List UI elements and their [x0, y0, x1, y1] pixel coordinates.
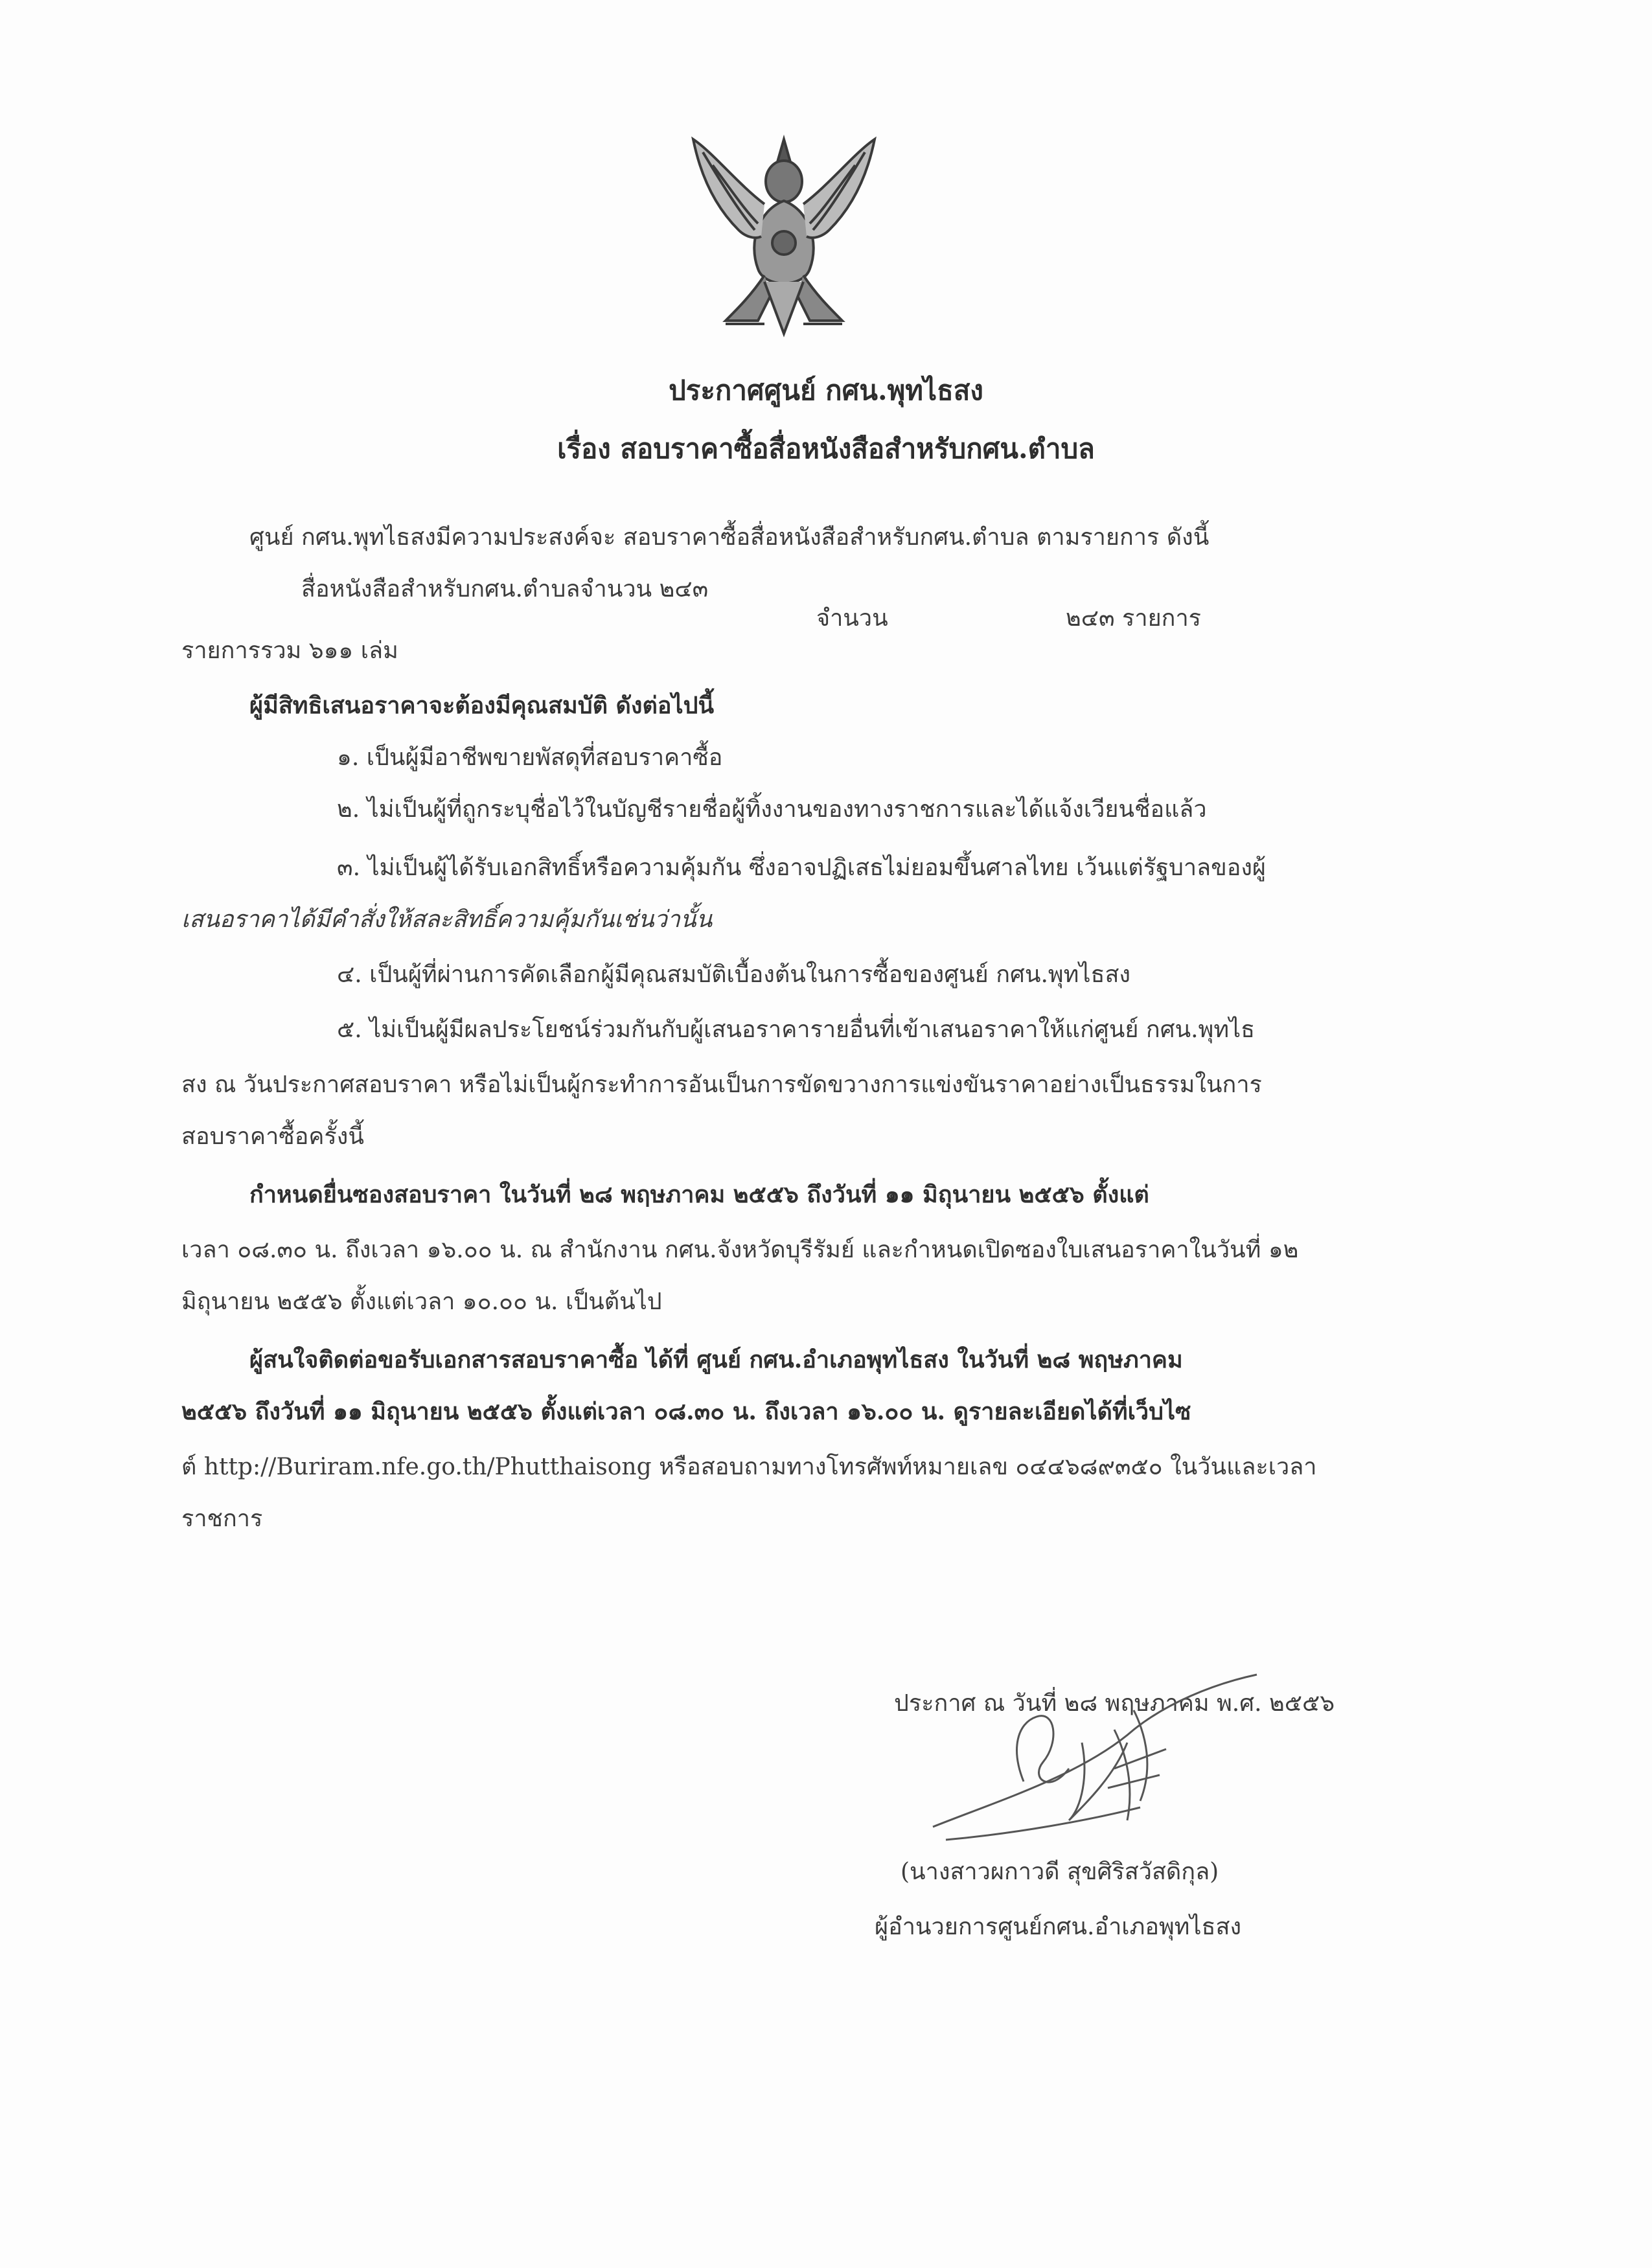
intro-paragraph: ศูนย์ กศน.พุทไธสงมีความประสงค์จะ สอบราคาซื้อสื่อหนังสือสำหรับกศน.ตำบล ตามรายการ ดังนี้: [249, 524, 1210, 551]
garuda-emblem-icon: [687, 126, 881, 347]
contact-line-1: ผู้สนใจติดต่อขอรับเอกสารสอบราคาซื้อ ได้ที่ ศูนย์ กศน.อำเภอพุทไธสง ในวันที่ ๒๘ พฤษภาคม: [249, 1346, 1183, 1373]
contact-line-2: ๒๕๕๖ ถึงวันที่ ๑๑ มิถุนายน ๒๕๕๖ ตั้งแต่เวลา ๐๘.๓๐ น. ถึงเวลา ๑๖.๐๐ น. ดูรายละเอียดได้ที่เว็บไซ: [181, 1398, 1191, 1425]
qualification-1: ๑. เป็นผู้มีอาชีพขายพัสดุที่สอบราคาซื้อ: [337, 744, 723, 771]
document-title: ประกาศศูนย์ กศน.พุทไธสง: [669, 374, 983, 406]
qualification-3-line-1: ๓. ไม่เป็นผู้ได้รับเอกสิทธิ์หรือความคุ้มกัน ซึ่งอาจปฏิเสธไม่ยอมขึ้นศาลไทย เว้นแต่รัฐบาลของผู้: [337, 854, 1267, 881]
qualification-5-line-1: ๕. ไม่เป็นผู้มีผลประโยชน์ร่วมกันกับผู้เสนอราคารายอื่นที่เข้าเสนอราคาให้แก่ศูนย์ กศน.พุทไธ: [337, 1016, 1256, 1043]
signatory-position: ผู้อำนวยการศูนย์กศน.อำเภอพุทไธสง: [875, 1914, 1242, 1940]
quantity-label: จำนวน: [816, 605, 888, 632]
handwritten-signature-icon: [920, 1671, 1283, 1859]
total-line: รายการรวม ๖๑๑ เล่ม: [181, 637, 398, 664]
document-subject: เรื่อง สอบราคาซื้อสื่อหนังสือสำหรับกศน.ตำบล: [557, 433, 1095, 464]
qualification-2: ๒. ไม่เป็นผู้ที่ถูกระบุชื่อไว้ในบัญชีรายชื่อผู้ทิ้งงานของทางราชการและได้แจ้งเวียนชื่อแล้ว: [337, 796, 1207, 823]
deadline-line-3: มิถุนายน ๒๕๕๖ ตั้งแต่เวลา ๑๐.๐๐ น. เป็นต้นไป: [181, 1289, 662, 1315]
qualification-4: ๔. เป็นผู้ที่ผ่านการคัดเลือกผู้มีคุณสมบัติเบื้องต้นในการซื้อของศูนย์ กศน.พุทไธสง: [337, 961, 1131, 988]
deadline-line-1: กำหนดยื่นซองสอบราคา ในวันที่ ๒๘ พฤษภาคม ๒๕๕๖ ถึงวันที่ ๑๑ มิถุนายน ๒๕๕๖ ตั้งแต่: [249, 1181, 1149, 1208]
signatory-name: (นางสาวผกาวดี สุขศิริสวัสดิกุล): [901, 1859, 1219, 1885]
quantity-value: ๒๔๓ รายการ: [1066, 605, 1202, 632]
contact-line-3: ต์ http://Buriram.nfe.go.th/Phutthaisong หรือสอบถามทางโทรศัพท์หมายเลข ๐๔๔๖๘๙๓๕๐ ในวันและเวลา: [181, 1454, 1317, 1480]
qualification-3-line-2: เสนอราคาได้มีคำสั่งให้สละสิทธิ์ความคุ้มกันเช่นว่านั้น: [181, 906, 713, 933]
announce-date: ประกาศ ณ วันที่ ๒๘ พฤษภาคม พ.ศ. ๒๕๕๖: [894, 1690, 1335, 1717]
qualification-heading: ผู้มีสิทธิเสนอราคาจะต้องมีคุณสมบัติ ดังต่อไปนี้: [249, 692, 715, 719]
item-line: สื่อหนังสือสำหรับกศน.ตำบลจำนวน ๒๔๓: [301, 576, 709, 602]
contact-line-4: ราชการ: [181, 1506, 263, 1532]
deadline-line-2: เวลา ๐๘.๓๐ น. ถึงเวลา ๑๖.๐๐ น. ณ สำนักงาน กศน.จังหวัดบุรีรัมย์ และกำหนดเปิดซองใบเสนอราคาในวันที่ ๑๒: [181, 1237, 1299, 1263]
qualification-5-line-3: สอบราคาซื้อครั้งนี้: [181, 1123, 364, 1150]
qualification-5-line-2: สง ณ วันประกาศสอบราคา หรือไม่เป็นผู้กระทำการอันเป็นการขัดขวางการแข่งขันราคาอย่างเป็นธรรมในการ: [181, 1071, 1262, 1098]
